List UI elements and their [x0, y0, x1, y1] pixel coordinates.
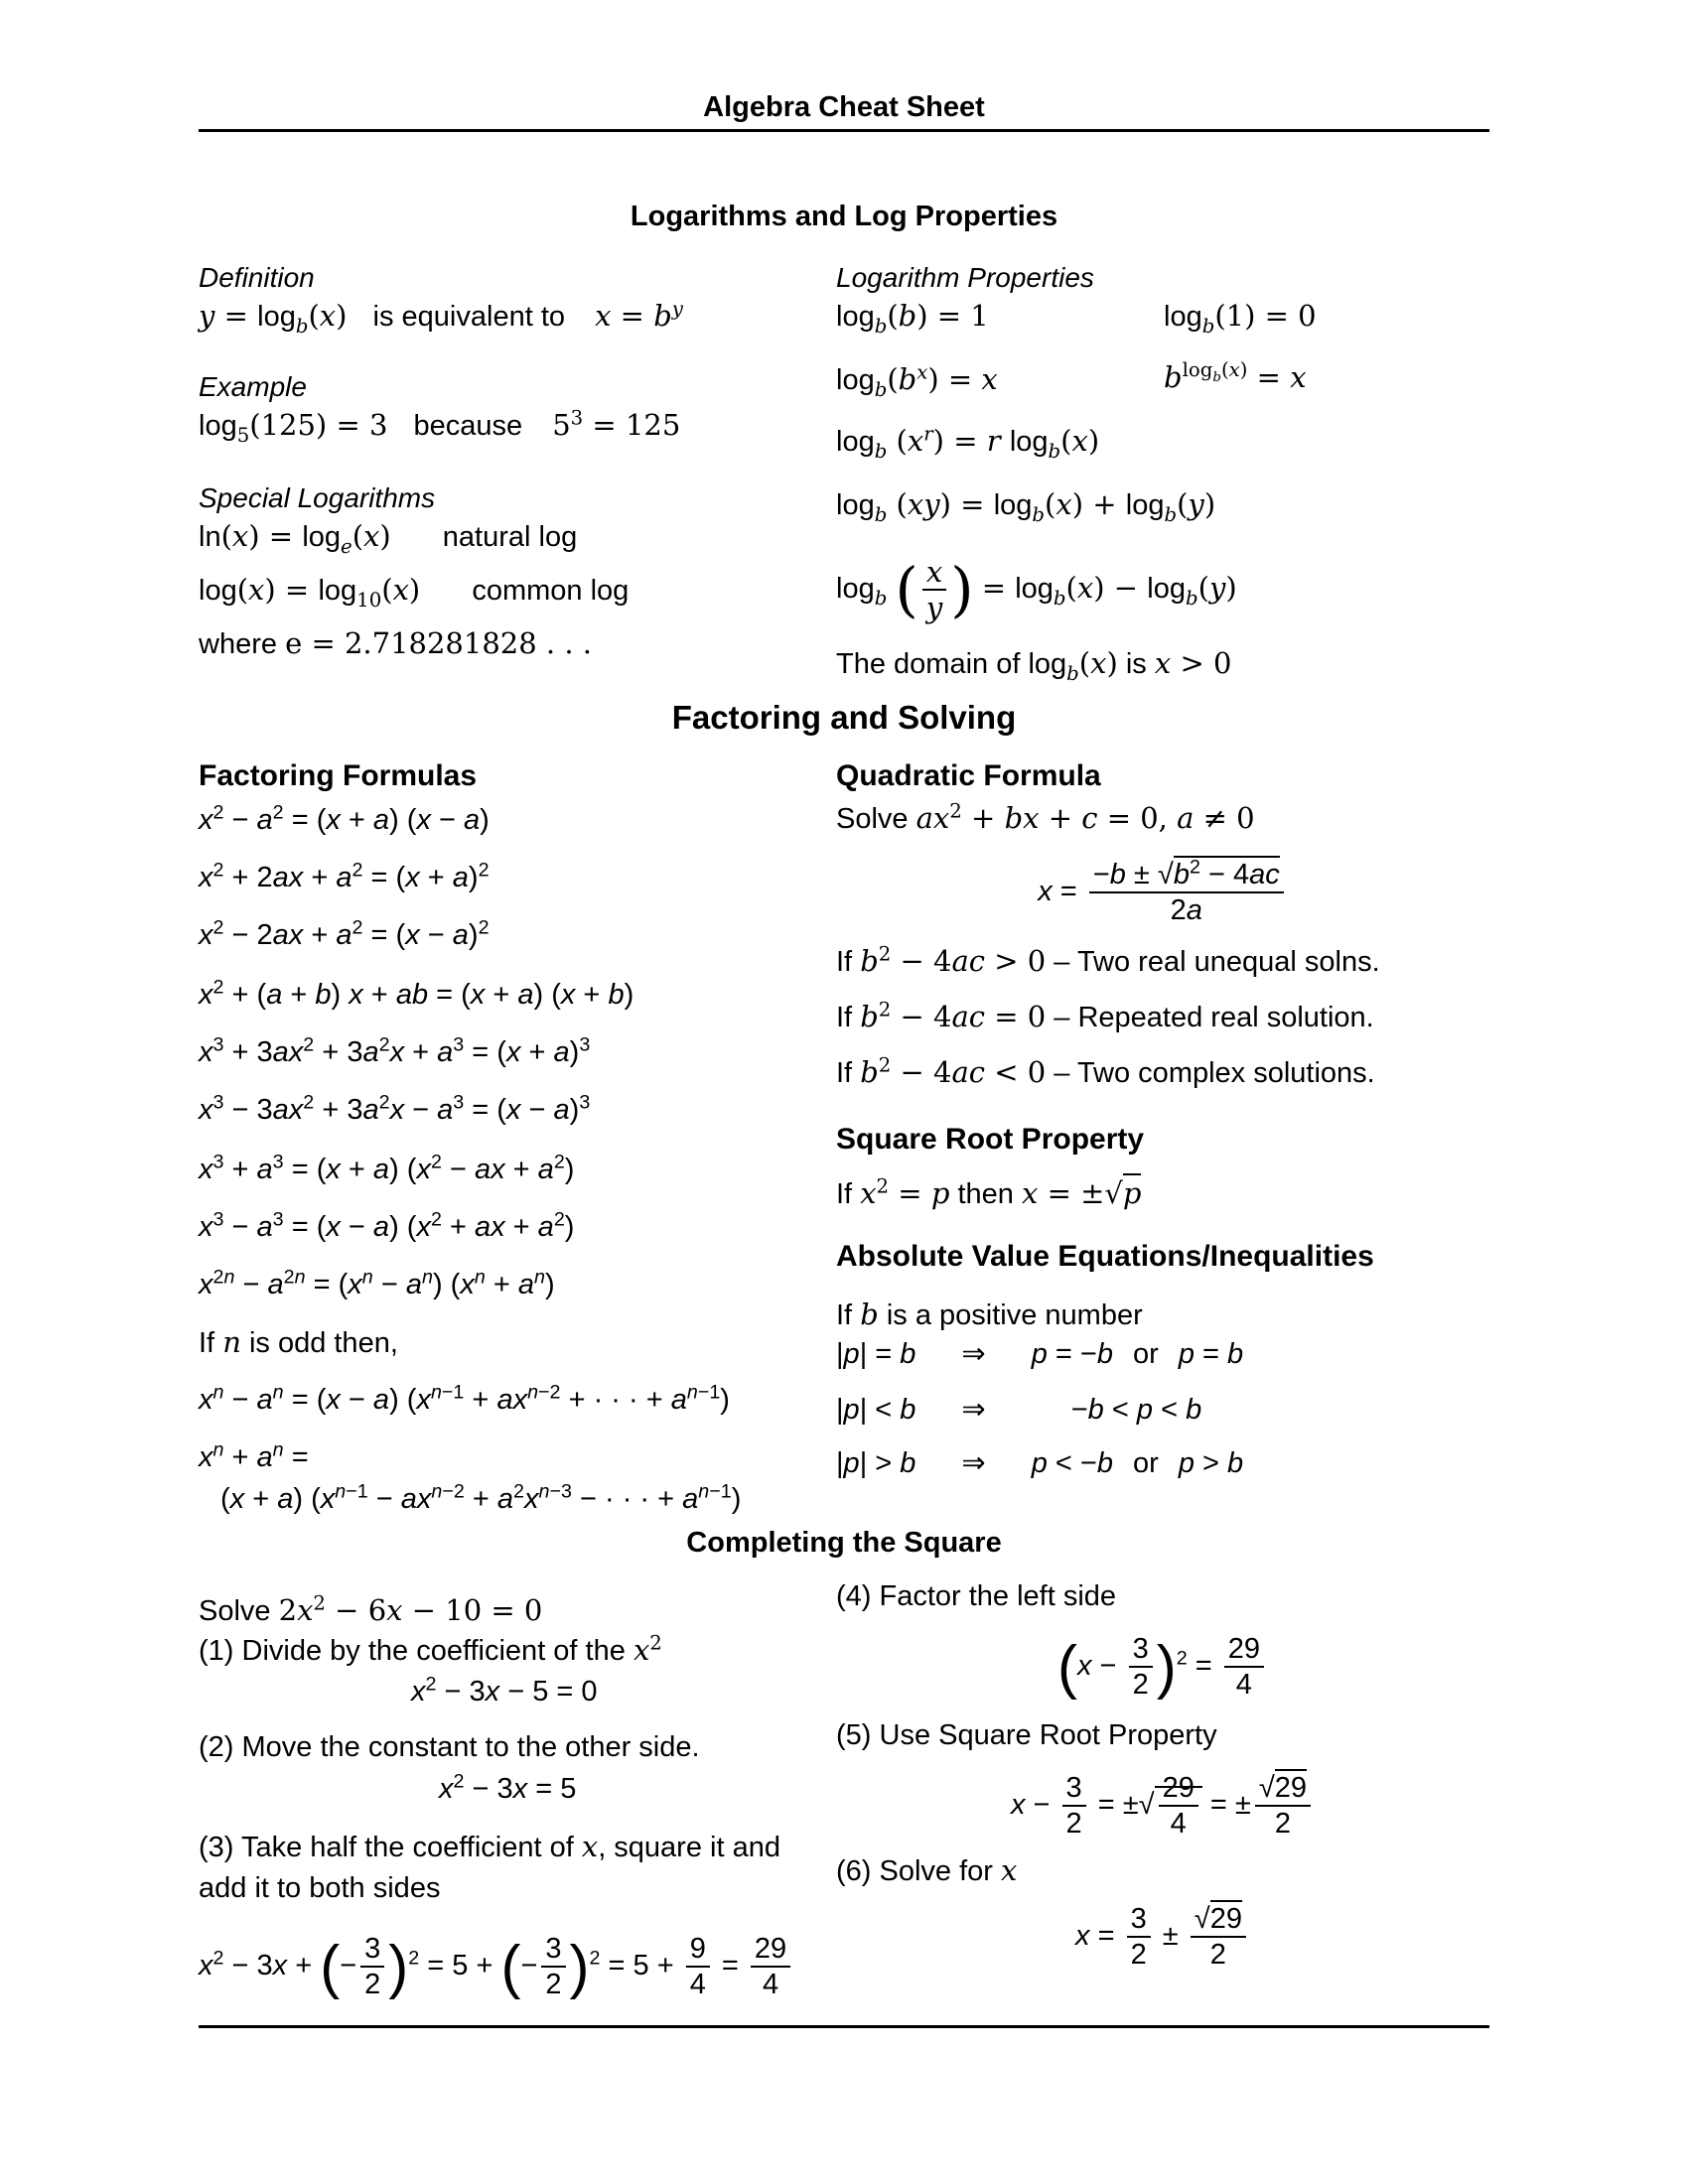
absolute-value-intro: If b is a positive number [836, 1297, 1143, 1331]
cs-step-1-eq: $x^2 - 3x - 5 = 0$ [411, 1673, 598, 1707]
log-prop-quotient: $\log_b$ ( $\frac{x}{y}$ ) = $\log_b(x) - \log_b(y)$ [836, 555, 1237, 625]
section-title-completing-square: Completing the Square [686, 1527, 1002, 1559]
log-domain-line: The domain of $\log_b(x)$ is x > 0 [836, 646, 1232, 685]
cs-step-3: (3) Take half the coefficient of x, square it and [199, 1830, 780, 1863]
discriminant-zero: If $b^2 - 4ac = 0$ – Repeated real solution. [836, 998, 1374, 1033]
cs-step-3-eq: $x^2 - 3x$ + (− $\frac{3}{2}$ )$^2$ = 5 + (− $\frac{3}{2}$ )$^2$ = 5 + $\frac{9}{4}$ = $\frac{29}{4}$ [199, 1926, 794, 2005]
abs-inequality-2: |p| > b ⇒ p < −b or p > b [836, 1447, 1244, 1479]
definition-line: $y = \log_b(x)$ is equivalent to $x = b^y$ [199, 297, 683, 338]
odd-then: is odd then, [248, 1327, 398, 1359]
disc-if-3: If [836, 1057, 853, 1089]
cs-step-5: (5) Use Square Root Property [836, 1719, 1217, 1751]
log-prop-4: $b^{log_b(x)} = x$ [1164, 358, 1307, 394]
cs-step-3-text-b: , square it and [598, 1832, 780, 1863]
cs-step-4: (4) Factor the left side [836, 1580, 1117, 1612]
definition-label: Definition [199, 262, 315, 293]
absolute-value-label: Absolute Value Equations/Inequalities [836, 1240, 1374, 1273]
log-domain-text: The domain of [836, 648, 1021, 680]
log-prop-1: $\log_b(b) = 1$ [836, 299, 989, 338]
factor-formula-7: $x^3 + a^3 = (x + a) (x^2$ − ax + $a^2$) [199, 1151, 575, 1185]
section-title-factoring: Factoring and Solving [671, 699, 1017, 736]
where-text: where [199, 628, 277, 660]
section-title-logarithms: Logarithms and Log Properties [630, 201, 1058, 232]
log-properties-label: Logarithm Properties [836, 262, 1094, 293]
cs-solve-line: Solve $2x^2 - 6x - 10 = 0$ [199, 1591, 543, 1627]
page-title: Algebra Cheat Sheet [703, 91, 985, 123]
discriminant-positive: If $b^2 - 4ac > 0$ – Two real unequal solns. [836, 942, 1380, 978]
common-log-line: $\log(x) = \log_{10}(x)$ common log [199, 573, 630, 612]
factor-formula-11a: $x^n + a^n$ = [199, 1438, 309, 1473]
disc-text-1: – Two real unequal solns. [1054, 946, 1380, 978]
cs-step-3-cont: add it to both sides [199, 1872, 441, 1904]
cs-step-6: (6) Solve for x [836, 1853, 1018, 1887]
log-prop-2: $\log_b(1) = 0$ [1164, 299, 1317, 338]
factor-formula-4: $x^2 + (a + b) x$ + ab = (x + a) (x + b) [199, 976, 634, 1011]
common-log-text: common log [472, 575, 630, 607]
log-domain-is: is [1125, 648, 1147, 680]
quadratic-solve-text: Solve [836, 803, 909, 835]
abs-or-1: or [1133, 1338, 1159, 1370]
log-prop-product: $\log_b (xy) = \log_b(x) + \log_b(y)$ [836, 487, 1216, 526]
discriminant-negative: If $b^2 - 4ac < 0$ – Two complex solutions. [836, 1053, 1375, 1089]
sqrt-then: then [957, 1178, 1014, 1210]
cs-solve-text: Solve [199, 1595, 271, 1627]
square-root-property-line: If $x^2 = p$ then x = ±√p [836, 1174, 1142, 1210]
special-logs-label: Special Logarithms [199, 482, 436, 513]
cs-step-5-eq: x − $\frac{3}{2}$ = ±√ $\frac{29}{4}$ = ± $\frac{√29}{2}$ [836, 1765, 1489, 1844]
factor-formula-1: $x^2 - a^2 = (x + a) (x - a)$ [199, 801, 490, 836]
abs-intro-text: is a positive number [886, 1299, 1143, 1331]
e-value-line [199, 625, 592, 662]
top-rule [199, 129, 1489, 132]
cs-step-1-text: (1) Divide by the coefficient of the [199, 1635, 626, 1667]
log-prop-3: $\log_b(b^x) = x$ [836, 360, 998, 401]
cs-step-6-eq: x = $\frac{3}{2}$ ± $\frac{√29}{2}$ [836, 1896, 1489, 1976]
disc-text-2: – Repeated real solution. [1054, 1002, 1374, 1033]
factoring-formulas-label: Factoring Formulas [199, 759, 478, 792]
cs-step-1: (1) Divide by the coefficient of the $x^2$ [199, 1631, 662, 1667]
factor-formula-10: $x^n - a^n = (x - a) (x^{n-1} + ax^{n-2}$ + · · · + $a^{n-1}$) [199, 1381, 730, 1416]
factor-formula-8: $x^3 - a^3 = (x - a) (x^2$ + ax + $a^2$) [199, 1208, 575, 1243]
disc-text-3: – Two complex solutions. [1054, 1057, 1375, 1089]
quadratic-solve-line: Solve $ax^2$ + bx + c = 0, a ≠ 0 [836, 799, 1255, 835]
natural-log-text: natural log [442, 521, 578, 553]
definition-text: is equivalent to [372, 301, 566, 333]
factor-formula-2: $x^2 + 2ax + a^2 = (x + a)^2$ [199, 859, 490, 893]
example-label: Example [199, 371, 307, 402]
factor-formula-6: $x^3 - 3ax^2 + 3a^2x - a^3 = (x - a)^3$ [199, 1091, 591, 1126]
factor-formula-3: $x^2 - 2ax + a^2 = (x - a)^2$ [199, 916, 490, 951]
e-value: e = 2.718281828 . . . [285, 626, 592, 660]
log-prop-power: $\log_b (x^r) = r$ $\log_b(x)$ [836, 422, 1100, 463]
square-root-property-label: Square Root Property [836, 1123, 1145, 1156]
factor-formula-11b: (x + a) ($x^{n-1} - ax^{n-2} + a^2x^{n-3}$ − · · · + $a^{n-1}$) [220, 1480, 742, 1515]
cheat-sheet-page [199, 0, 1489, 2184]
factor-formula-9: $x^{2n} - a^{2n} = (x^n - a^n) (x^n + a^n)$ [199, 1266, 555, 1300]
abs-or-2: or [1133, 1447, 1159, 1479]
abs-if: If [836, 1299, 853, 1331]
example-text: because [413, 410, 523, 442]
disc-if-2: If [836, 1002, 853, 1033]
quadratic-formula: x = $\frac{-b \pm √b^2 - 4ac}{2a}$ [836, 852, 1489, 931]
odd-if: If [199, 1327, 215, 1359]
cs-step-2-eq: $x^2 - 3x = 5$ [439, 1770, 577, 1805]
cs-step-2: (2) Move the constant to the other side. [199, 1731, 700, 1763]
example-line: $\log_5(125) = 3$ because $5^3 = 125$ [199, 406, 681, 447]
sqrt-if: If [836, 1178, 853, 1210]
cs-step-4-eq: (x − $\frac{3}{2}$ )$^2$ = $\frac{29}{4}$ [836, 1626, 1489, 1706]
cs-step-3-text-a: (3) Take half the coefficient of [199, 1832, 574, 1863]
quadratic-formula-label: Quadratic Formula [836, 759, 1101, 792]
abs-inequality-1: |p| < b ⇒ −b < p < b [836, 1394, 1202, 1426]
abs-equation-1: |p| = b ⇒ p = −b or p = b [836, 1338, 1244, 1370]
odd-n-line: If n is odd then, [199, 1325, 398, 1359]
factor-formula-5: $x^3 + 3ax^2 + 3a^2x + a^3 = (x + a)^3$ [199, 1033, 591, 1068]
disc-if-1: If [836, 946, 853, 978]
natural-log-line: $\ln(x) = \log_e(x)$ natural log [199, 519, 578, 558]
bottom-rule [199, 2025, 1489, 2028]
cs-step-6-text: (6) Solve for [836, 1855, 993, 1887]
